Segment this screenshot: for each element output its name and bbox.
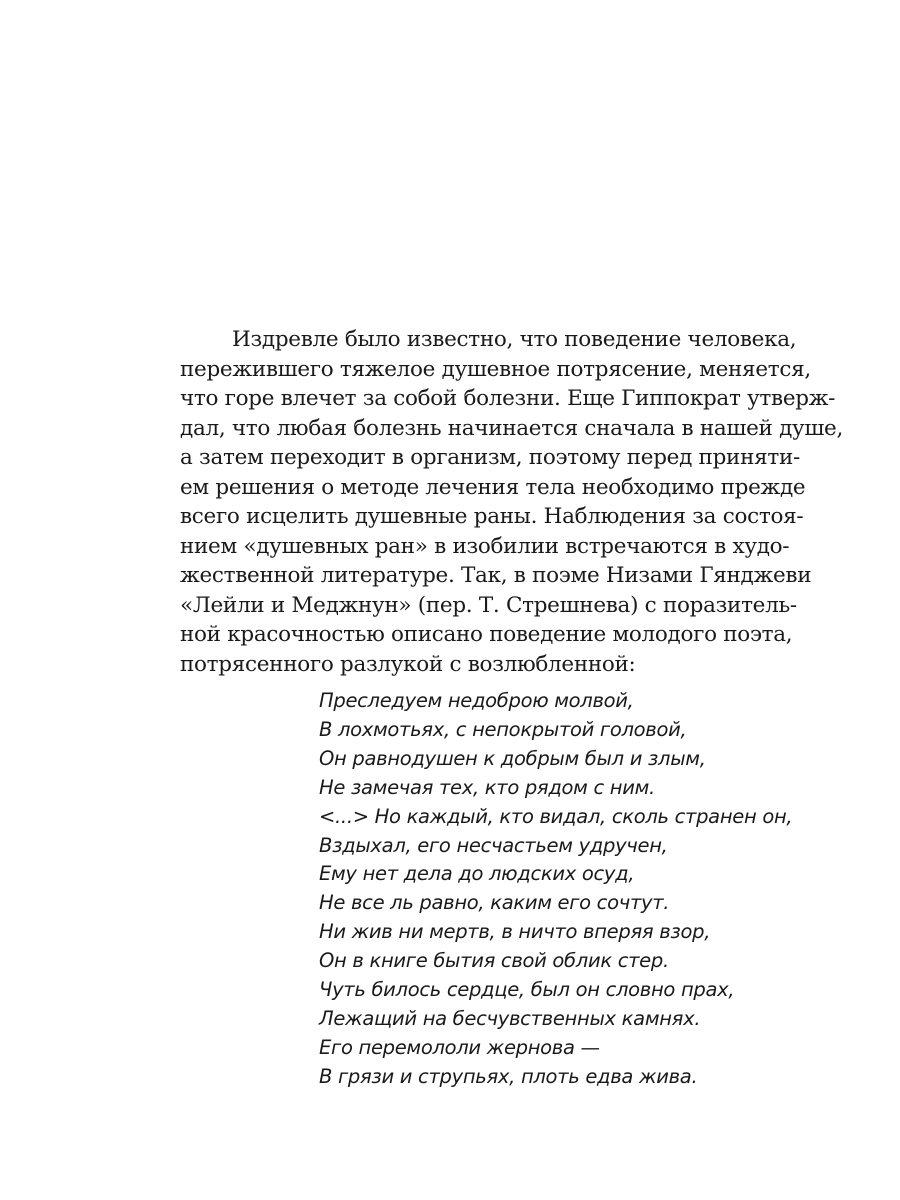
- poem-quote: [319, 687, 792, 1092]
- paragraph-line: всего исцелить душевные раны. Наблюдения за состоя-: [180, 504, 804, 529]
- poem-line: Его перемололи жернова —: [319, 1035, 600, 1059]
- paragraph-line: дал, что любая болезнь начинается сначала в нашей душе,: [180, 415, 843, 441]
- paragraph-line: пережившего тяжелое душевное потрясение, меняется,: [180, 356, 811, 382]
- paragraph-line: нием «душевных ран» в изобилии встречаются в худо-: [180, 533, 790, 559]
- paragraph-line: ной красочностью описано поведение молодого поэта,: [180, 622, 793, 647]
- paragraph-line: что горе влечет за собой болезни. Еще Гиппократ утверж-: [180, 386, 836, 411]
- poem-line: Он равнодушен к добрым был и злым,: [319, 746, 706, 770]
- poem-line: Ему нет дела до людских осуд,: [319, 862, 635, 886]
- poem-line: Лежащий на бесчувственных камнях.: [319, 1006, 701, 1030]
- poem-line: Не замечая тех, кто рядом с ним.: [319, 775, 655, 799]
- body-paragraph: [180, 325, 843, 679]
- paragraph-line: Издревле было известно, что поведение человека,: [232, 327, 797, 352]
- paragraph-line: «Лейли и Меджнун» (пер. Т. Стрешнева) с поразитель-: [180, 592, 797, 618]
- poem-line: Чуть билось сердце, был он словно прах,: [319, 978, 735, 1002]
- paragraph-line: а затем переходит в организм, поэтому перед приняти-: [180, 445, 800, 470]
- paragraph-line: жественной литературе. Так, в поэме Низами Гянджеви: [180, 563, 812, 588]
- poem-line: Преследуем недоброю молвой,: [319, 689, 634, 712]
- poem-line: Не все ль равно, каким его сочтут.: [319, 891, 670, 915]
- poem-line: В лохмотьях, с непокрытой головой,: [319, 717, 687, 741]
- poem-line: В грязи и струпьях, плоть едва жива.: [319, 1064, 698, 1088]
- paragraph-line: ем решения о методе лечения тела необходимо прежде: [180, 474, 806, 500]
- poem-line: <...> Но каждый, кто видал, сколь странен он,: [319, 804, 793, 828]
- poem-line: Он в книге бытия свой облик стер.: [319, 949, 669, 973]
- poem-line: Вздыхал, его несчастьем удручен,: [319, 833, 668, 857]
- poem-line: Ни жив ни мертв, в ничто вперяя взор,: [319, 920, 711, 944]
- paragraph-line: потрясенного разлукой с возлюбленной:: [180, 651, 636, 677]
